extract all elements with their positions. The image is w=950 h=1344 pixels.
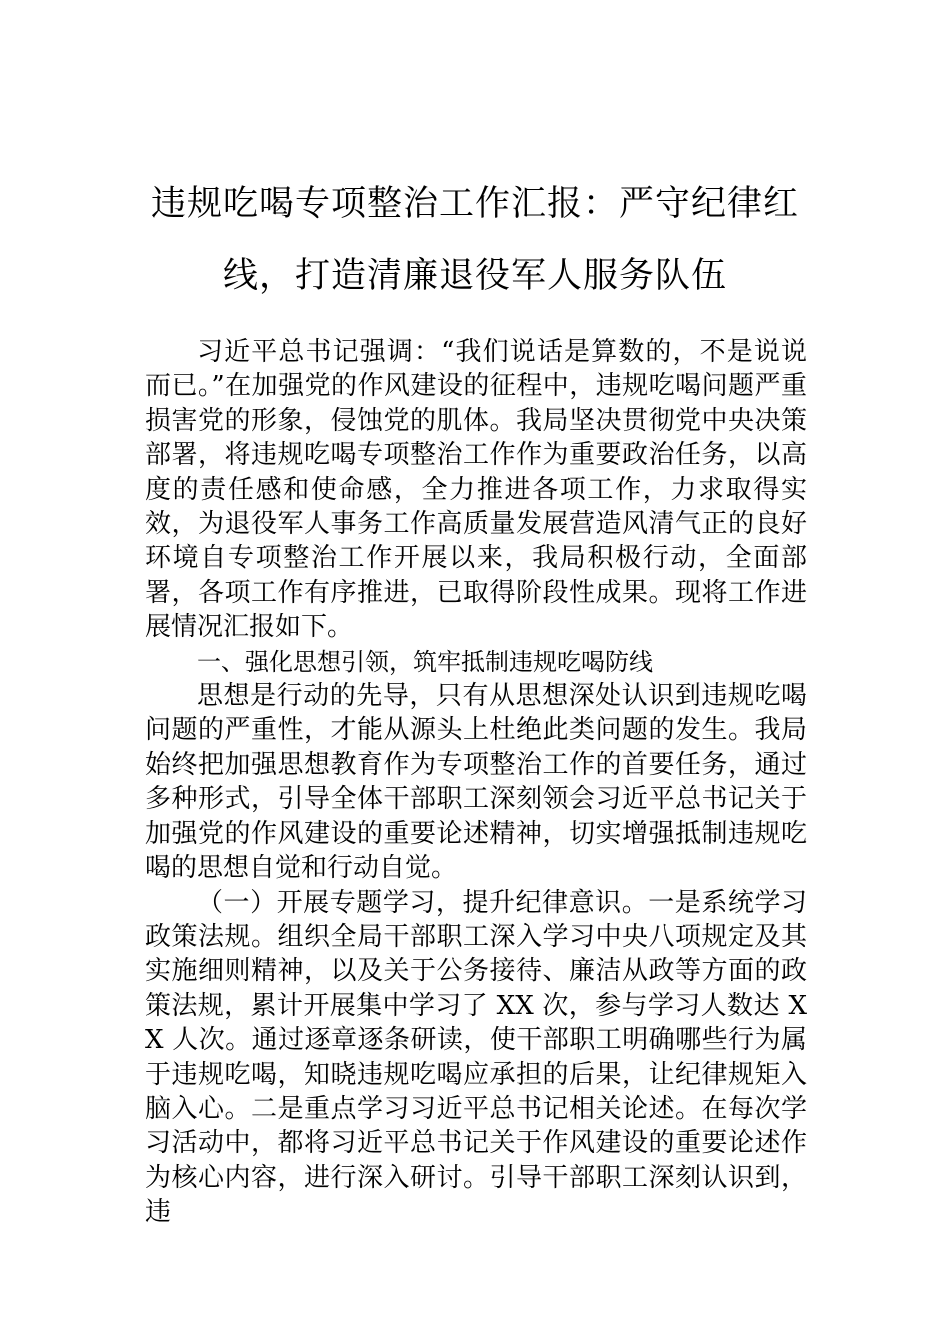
section-1-paragraph: 思想是行动的先导，只有从思想深处认识到违规吃喝问题的严重性，才能从源头上杜绝此类问题的发生。我局始终把加强思想教育作为专项整治工作的首要任务，通过多种形式，引导全体干部职工深刻领会习近平总书记关于加强党的作风建设的重要论述精神，切实增强抵制违规吃喝的思想自觉和行动自觉。 [145,681,807,884]
intro-paragraph: 习近平总书记强调：“我们说话是算数的，不是说说而已。”在加强党的作风建设的征程中，违规吃喝问题严重损害党的形象，侵蚀党的肌体。我局坚决贯彻党中央决策部署，将违规吃喝专项整治工作作为重要政治任务，以高度的责任感和使命感，全力推进各项工作，力求取得实效，为退役军人事务工作高质量发展营造风清气正的良好环境自专项整治工作开展以来，我局积极行动，全面部署，各项工作有序推进，已取得阶段性成果。现将工作进展情况汇报如下。 [145,337,807,643]
section-heading-1: 一、强化思想引领，筑牢抵制违规吃喝防线 [197,647,653,676]
subsection-1-paragraph: （一）开展专题学习，提升纪律意识。一是系统学习政策法规。组织全局干部职工深入学习中央八项规定及其实施细则精神，以及关于公务接待、廉洁从政等方面的政策法规，累计开展集中学习了 XX 次，参与学习人数达 XX 人次。通过逐章逐条研读，使干部职工明确哪些行为属于违规吃喝，知晓违规吃喝应承担的后果，让纪律规矩入脑入心。二是重点学习习近平总书记相关论述。在每次学习活动中，都将习近平总书记关于作风建设的重要论述作为核心内容，进行深入研讨。引导干部职工深刻认识到，违 [145,887,807,1228]
document-title: 违规吃喝专项整治工作汇报：严守纪律红线，打造清廉退役军人服务队伍 [150,184,799,296]
document-body [145,335,807,1230]
